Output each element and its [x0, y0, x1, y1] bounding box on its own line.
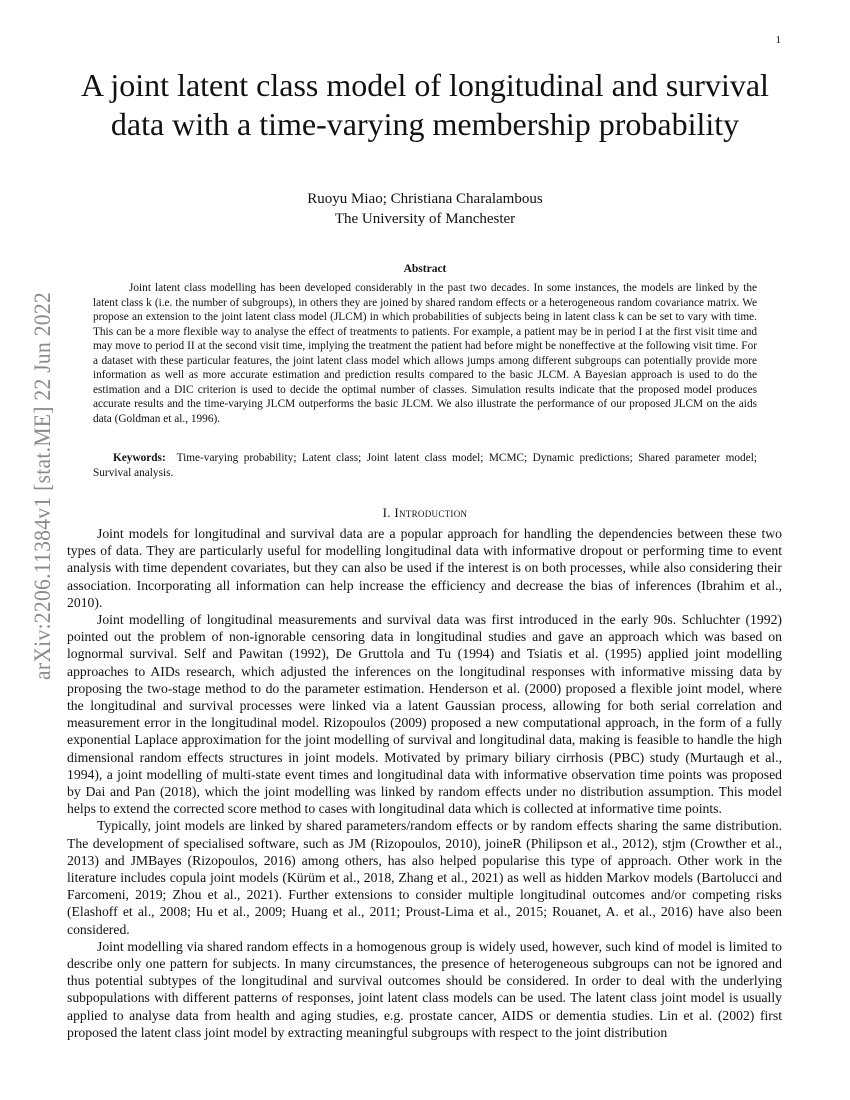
author-affiliation: The University of Manchester: [334, 211, 516, 227]
abstract-text: Joint latent class modelling has been developed considerably in the past two decades. In some instances, the models are linked by the latent class k (i.e. the number of subgroups), in others they are joined by shared random effects or a heterogeneous random covariance matrix. We propose an extension to the joint latent class model (JLCM) in which probabilities of subjects being in latent class k can be set to vary with time. This can be a more flexible way to analyse the effect of treatments to patients. For example, a patient may be in period I at the first visit time and may move to period II at the second visit time, implying the treatment the patient had before might be noneffective at the following visit time. For a dataset with these particular features, the joint latent class model which allows jumps among different subgroups can potentially provide more information as well as more accurate estimation and prediction results compared to the basic JLCM. A Bayesian approach is used to do the estimation and a DIC criterion is used to decide the optimal number of classes. Simulation results indicate that the proposed model produces accurate results and the time-varying JLCM outperforms the basic JLCM. We also illustrate the performance of our proposed JLCM on the aids data (Goldman et al., 1996).: [93, 282, 757, 425]
paper-title: A joint latent class model of longitudinal and survival data with a time-varying membership probability: [81, 67, 769, 142]
keywords-label: Keywords:: [113, 452, 166, 464]
author-block: [150, 189, 700, 229]
intro-paragraph-2: Joint modelling of longitudinal measurements and survival data was first introduced in the early 90s. Schluchter (1992) pointed out the problem of non-ignorable censoring data in longitudinal studies and gave an approach which was based on lognormal survival. Self and Pawitan (1992), De Gruttola and Tu (1994) and Tsiatis et al. (1995) applied joint modelling approaches to AIDs research, which adjusted the inferences on the longitudinal responses with informative missing data by proposing the two-stage method to do the parameter estimation. Henderson et al. (2000) proposed a flexible joint model, where the longitudinal and survival processes were linked via a latent Gaussian process, allowing for both serial correlation and measurement error in the longitudinal model. Rizopoulos (2009) proposed a new computational approach, in the form of a fully exponential Laplace approximation for the joint modelling of survival and longitudinal data, making is feasible to handle the high dimensional random effects structures in joint models. Motivated by primary biliary cirrhosis (PBC) study (Murtaugh et al., 1994), a joint modelling of multi-state event times and longitudinal data with informative observation time points was proposed by Dai and Pan (2018), which the joint modelling was linked by random effects under no distribution assumption. This model helps to extend the corrected score method to cases with longitudinal data which is collected at informative time points.: [67, 612, 782, 817]
section-number: I.: [382, 505, 391, 520]
keywords: [93, 451, 757, 480]
intro-paragraph-3: Typically, joint models are linked by shared parameters/random effects or by random effects sharing the same distribution. The development of specialised software, such as JM (Rizopoulos, 2010), joineR (Philipson et al., 2012), stjm (Crowther et al., 2013) and JMBayes (Rizopoulos, 2016) among others, has also helped popularise this type of approach. Other work in the literature includes copula joint models (Kürüm et al., 2018, Zhang et al., 2021) as well as hidden Markov models (Bartolucci and Farcomeni, 2019; Zhou et al., 2021). Further extensions to consider multiple longitudinal outcomes and/or competing risks (Elashoff et al., 2008; Hu et al., 2009; Huang et al., 2011; Proust-Lima et al., 2015; Rouanet, A. et al., 2016) have also been considered.: [67, 818, 782, 937]
arxiv-identifier-stamp: [14, 290, 64, 680]
keywords-text: Time-varying probability; Latent class; Joint latent class model; MCMC; Dynamic predictions; Shared parameter model; Survival analysis.: [93, 452, 757, 479]
author-names: Ruoyu Miao; Christiana Charalambous: [307, 191, 543, 207]
intro-paragraph-4: Joint modelling via shared random effects in a homogenous group is widely used, however, such kind of model is limited to describe only one pattern for subjects. In many circumstances, the presence of heterogeneous subgroups can not be ignored and thus potential subtypes of the longitudinal and survival outcomes should be considered. In order to deal with the underlying subpopulations with different patterns of responses, joint latent class models can be used. The latent class joint model is usually applied to analyse data from health and aging studies, e.g. prostate cancer, AIDS or dementia studies. Lin et al. (2002) first proposed the latent class joint model by extracting meaningful subgroups with respect to the joint distribution: [67, 938, 782, 1040]
abstract-heading: Abstract: [403, 263, 447, 275]
intro-paragraph-1: Joint models for longitudinal and survival data are a popular approach for handling the dependencies between these two types of data. They are particularly useful for modelling longitudinal data with informative dropout or performing time to event analysis with time dependent covariates, but they can also be used if the interest is on both processes, while also considering their association. Incorporating all information can help increase the efficiency and decrease the bias of inferences (Ibrahim et al., 2010).: [67, 526, 782, 610]
arxiv-stamp-svg: [14, 290, 64, 680]
section-heading-introduction: [80, 505, 770, 521]
introduction-body: [67, 525, 782, 1041]
section-title: Introduction: [394, 505, 468, 520]
page-number: 1: [775, 34, 781, 46]
arxiv-stamp-text: arXiv:2206.11384v1 [stat.ME] 22 Jun 2022: [30, 290, 55, 680]
